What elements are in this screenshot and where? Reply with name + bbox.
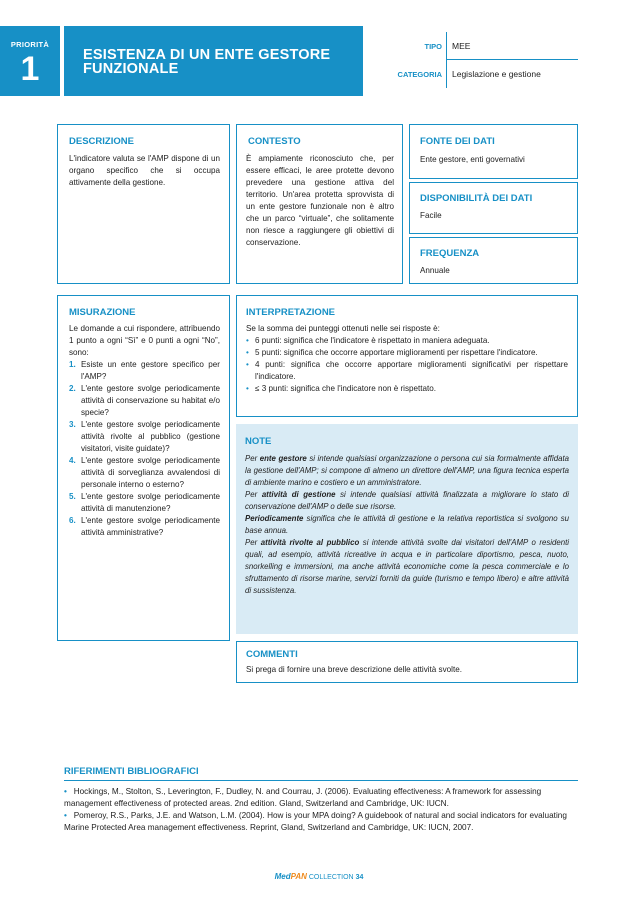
- tipo-value: MEE: [452, 41, 471, 51]
- misurazione-item: 4. L'ente gestore svolge periodicamente attività di sorveglianza avvalendosi di personale interno o esterno?: [69, 456, 220, 489]
- interpretazione-title: INTERPRETAZIONE: [246, 307, 336, 318]
- contesto-title: CONTESTO: [248, 136, 301, 147]
- frequenza-title: FREQUENZA: [420, 248, 480, 259]
- commenti-box: [236, 641, 578, 683]
- misurazione-box: [57, 295, 230, 641]
- descrizione-text: L'indicatore valuta se l'AMP dispone di un organo specifico che si occupa attivamente della gestione.: [69, 154, 220, 187]
- misurazione-list: [69, 359, 220, 539]
- footer-collection: COLLECTION: [308, 874, 354, 881]
- descrizione-title: DESCRIZIONE: [69, 136, 134, 147]
- note-paragraph: Periodicamente significa che le attività di gestione e la relativa reportistica si svolgono su base annua.: [245, 514, 569, 535]
- interpretazione-item: • 6 punti: significa che l'indicatore è rispettato in maniera adeguata.: [246, 336, 490, 345]
- note-paragraph: Per attività rivolte al pubblico si intende attività svolte dai visitatori dell'AMP o residenti quali, ad esempio, attività ricreative in acqua e in particolare diportismo, pesca, nuoto, snorkelling e immersioni, ma anche attività economiche come la pesca commerciale e lo sfruttamento di risorse marine, servizi forniti da guide (turismo e tempo libero) e altre attività di sussistenza.: [245, 538, 569, 595]
- misurazione-title: MISURAZIONE: [69, 307, 136, 318]
- medpan-logo: MedPAN: [274, 872, 307, 881]
- footer: [0, 872, 638, 881]
- contesto-text: È ampiamente riconosciuto che, per essere efficaci, le aree protette devono prevedere una gestione attiva del territorio. Un'area protetta sprovvista di un ente gestore funzionale non è altro che un parco “virtuale”, che solitamente non riesce a raggiungere gli obiettivi di conservazione.: [246, 154, 394, 247]
- misurazione-intro: Le domande a cui rispondere, attribuendo 1 punto a ogni “Sì” e 0 punti a ogni “No”, sono:: [69, 324, 220, 357]
- page-title-line1: ESISTENZA DI UN ENTE GESTORE: [83, 47, 331, 63]
- reference-item: • Pomeroy, R.S., Parks, J.E. and Watson, L.M. (2004). How is your MPA doing? A guidebook of natural and social indicators for evaluating Marine Protected Area management effectiveness. Reprint, Gland, Switzerland and Cambridge, UK: IUCN, 2007.: [64, 811, 567, 832]
- note-box: [236, 424, 578, 634]
- fonte-text: Ente gestore, enti governativi: [420, 155, 525, 164]
- interpretazione-item: • 4 punti: significa che occorre apportare miglioramenti significativi per rispettare l'indicatore.: [246, 360, 568, 381]
- interpretazione-intro: Se la somma dei punteggi ottenuti nelle sei risposte è:: [246, 324, 440, 333]
- tipo-label: TIPO: [424, 42, 442, 51]
- misurazione-item: 6. L'ente gestore svolge periodicamente attività amministrative?: [69, 516, 220, 537]
- note-paragraph: Per ente gestore si intende qualsiasi organizzazione o persona cui sia formalmente affidata la gestione dell'AMP; si compone di almeno un direttore dell'AMP, una figura tecnica esperta di ambiente marino e costiero e un amministratore.: [245, 454, 569, 487]
- misurazione-item: 2. L'ente gestore svolge periodicamente attività di conservazione su habitat e/o specie?: [69, 384, 220, 417]
- categoria-label: CATEGORIA: [397, 70, 442, 79]
- misurazione-content: [69, 323, 220, 539]
- misurazione-item: 1. Esiste un ente gestore specifico per l'AMP?: [69, 360, 220, 381]
- page-number: 34: [355, 874, 364, 881]
- interpretazione-item: • 5 punti: significa che occorre apportare miglioramenti per rispettare l'indicatore.: [246, 348, 538, 357]
- frequenza-text: Annuale: [420, 266, 450, 275]
- disponibilita-box: [409, 182, 578, 234]
- note-title: NOTE: [245, 436, 272, 447]
- priority-label: PRIORITÀ: [10, 40, 50, 49]
- commenti-text: Si prega di fornire una breve descrizione delle attività svolte.: [246, 665, 462, 674]
- page-title-line2: FUNZIONALE: [83, 61, 179, 77]
- descrizione-box: [57, 124, 230, 284]
- disponibilita-title: DISPONIBILITÀ DEI DATI: [420, 193, 533, 204]
- interpretazione-content: [246, 323, 568, 395]
- riferimenti-divider: [64, 780, 578, 781]
- meta-block: [0, 30, 638, 90]
- contesto-box: [236, 124, 403, 284]
- misurazione-item: 5. L'ente gestore svolge periodicamente attività di manutenzione?: [69, 492, 220, 513]
- note-paragraph: Per attività di gestione si intende qualsiasi attività finalizzata a migliorare lo stato di conservazione dell'AMP o delle sue risorse.: [245, 490, 569, 511]
- disponibilita-text: Facile: [420, 211, 442, 220]
- frequenza-box: [409, 237, 578, 284]
- categoria-value: Legislazione e gestione: [452, 69, 541, 79]
- reference-item: • Hockings, M., Stolton, S., Leverington, F., Dudley, N. and Courrau, J. (2006). Evaluating effectiveness: A framework for assessing management effectiveness of protected areas. 2nd edition. Gland, Switzerland and Cambridge, UK: IUCN.: [64, 787, 542, 808]
- riferimenti-title: RIFERIMENTI BIBLIOGRAFICI: [64, 766, 199, 777]
- misurazione-item: 3. L'ente gestore svolge periodicamente attività rivolte al pubblico (gestione visitatori, visite guidate)?: [69, 420, 220, 453]
- meta-divider: [446, 59, 578, 60]
- interpretazione-box: [236, 295, 578, 417]
- fonte-box: [409, 124, 578, 179]
- interpretazione-item: • ≤ 3 punti: significa che l'indicatore non è rispettato.: [246, 384, 437, 393]
- fonte-title: FONTE DEI DATI: [420, 136, 495, 147]
- interpretazione-list: [246, 335, 568, 395]
- priority-number: 1: [20, 50, 40, 88]
- note-content: [245, 453, 569, 597]
- meta-vertical-line: [446, 32, 447, 88]
- commenti-title: COMMENTI: [246, 649, 298, 660]
